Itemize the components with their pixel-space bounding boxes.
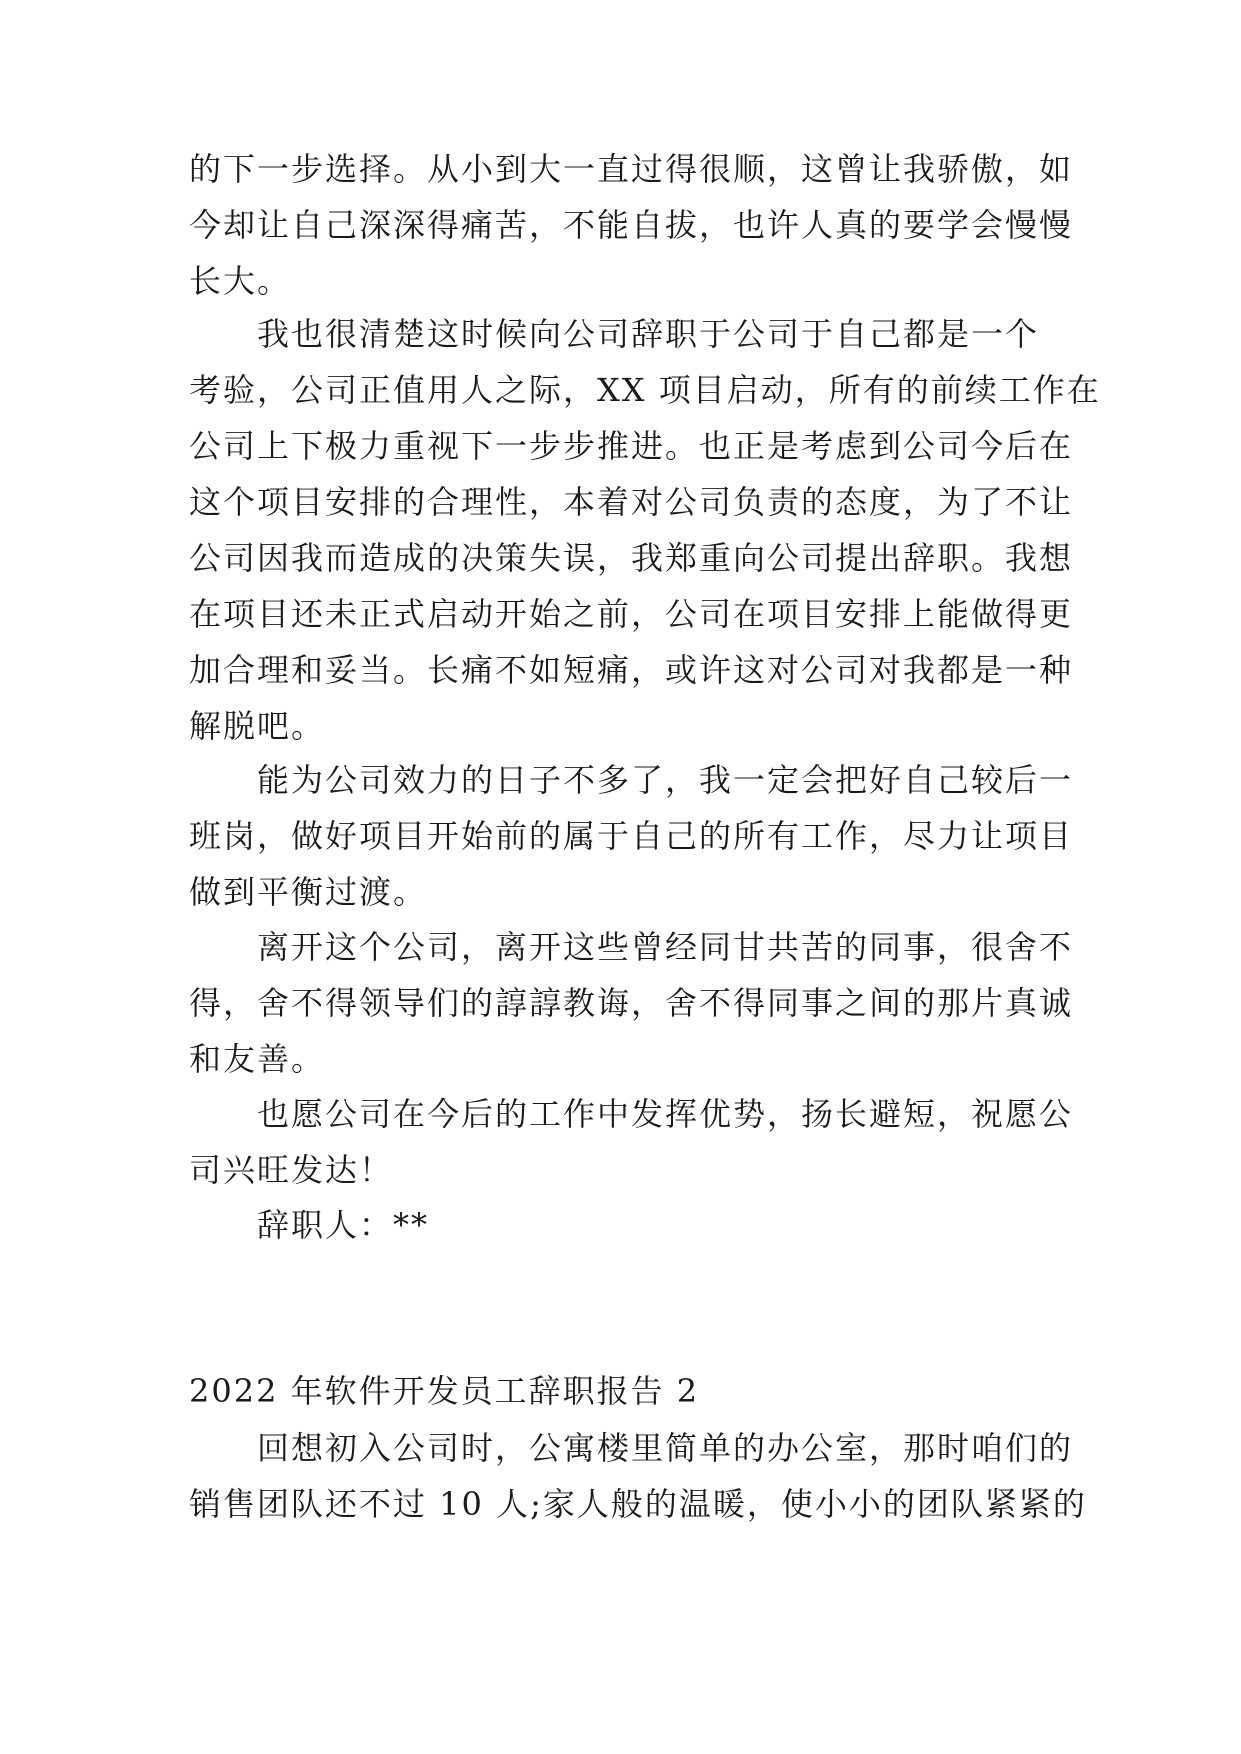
paragraph-line: 长大。 [189, 262, 292, 300]
paragraph-line: 班岗，做好项目开始前的属于自己的所有工作，尽力让项目 [189, 817, 1074, 855]
paragraph-line: 的下一步选择。从小到大一直过得很顺，这曾让我骄傲，如 [189, 150, 1074, 188]
paragraph-line: 我也很清楚这时候向公司辞职于公司于自己都是一个 [257, 315, 1040, 353]
paragraph-2 [189, 306, 1101, 754]
paragraph-line: 加合理和妥当。长痛不如短痛，或许这对公司对我都是一种 [189, 651, 1074, 689]
paragraph-3 [189, 752, 1074, 920]
paragraph-line: 解脱吧。 [189, 707, 326, 745]
signature-line: 辞职人：** [257, 1206, 430, 1244]
paragraph-1 [189, 141, 1074, 309]
section-title [189, 1363, 1059, 1419]
signature-block [189, 1197, 1059, 1253]
paragraph-line: 考验，公司正值用人之际，XX 项目启动，所有的前续工作在 [189, 371, 1101, 409]
paragraph-line: 这个项目安排的合理性，本着对公司负责的态度，为了不让 [189, 483, 1074, 521]
paragraph-line: 今却让自己深深得痛苦，不能自拔，也许人真的要学会慢慢 [189, 206, 1074, 244]
paragraph-5 [189, 1086, 1074, 1198]
paragraph-next [189, 1420, 1087, 1532]
paragraph-line: 回想初入公司时，公寓楼里简单的办公室，那时咱们的 [257, 1429, 1074, 1467]
paragraph-line: 销售团队还不过 10 人;家人般的温暖，使小小的团队紧紧的 [189, 1485, 1087, 1523]
paragraph-4 [189, 919, 1074, 1087]
paragraph-line: 能为公司效力的日子不多了，我一定会把好自己较后一 [257, 761, 1074, 799]
paragraph-line: 司兴旺发达！ [189, 1151, 394, 1189]
paragraph-line: 做到平衡过渡。 [189, 873, 428, 911]
paragraph-line: 公司因我而造成的决策失误，我郑重向公司提出辞职。我想 [189, 539, 1074, 577]
paragraph-line: 公司上下极力重视下一步步推进。也正是考虑到公司今后在 [189, 427, 1074, 465]
section-title-text: 2022 年软件开发员工辞职报告 2 [189, 1372, 700, 1410]
paragraph-line: 得，舍不得领导们的諄諄教诲，舍不得同事之间的那片真诚 [189, 984, 1074, 1022]
paragraph-line: 离开这个公司，离开这些曾经同甘共苦的同事，很舍不 [257, 928, 1074, 966]
paragraph-line: 在项目还未正式启动开始之前，公司在项目安排上能做得更 [189, 595, 1074, 633]
paragraph-line: 和友善。 [189, 1040, 326, 1078]
paragraph-line: 也愿公司在今后的工作中发挥优势，扬长避短，祝愿公 [257, 1095, 1074, 1133]
